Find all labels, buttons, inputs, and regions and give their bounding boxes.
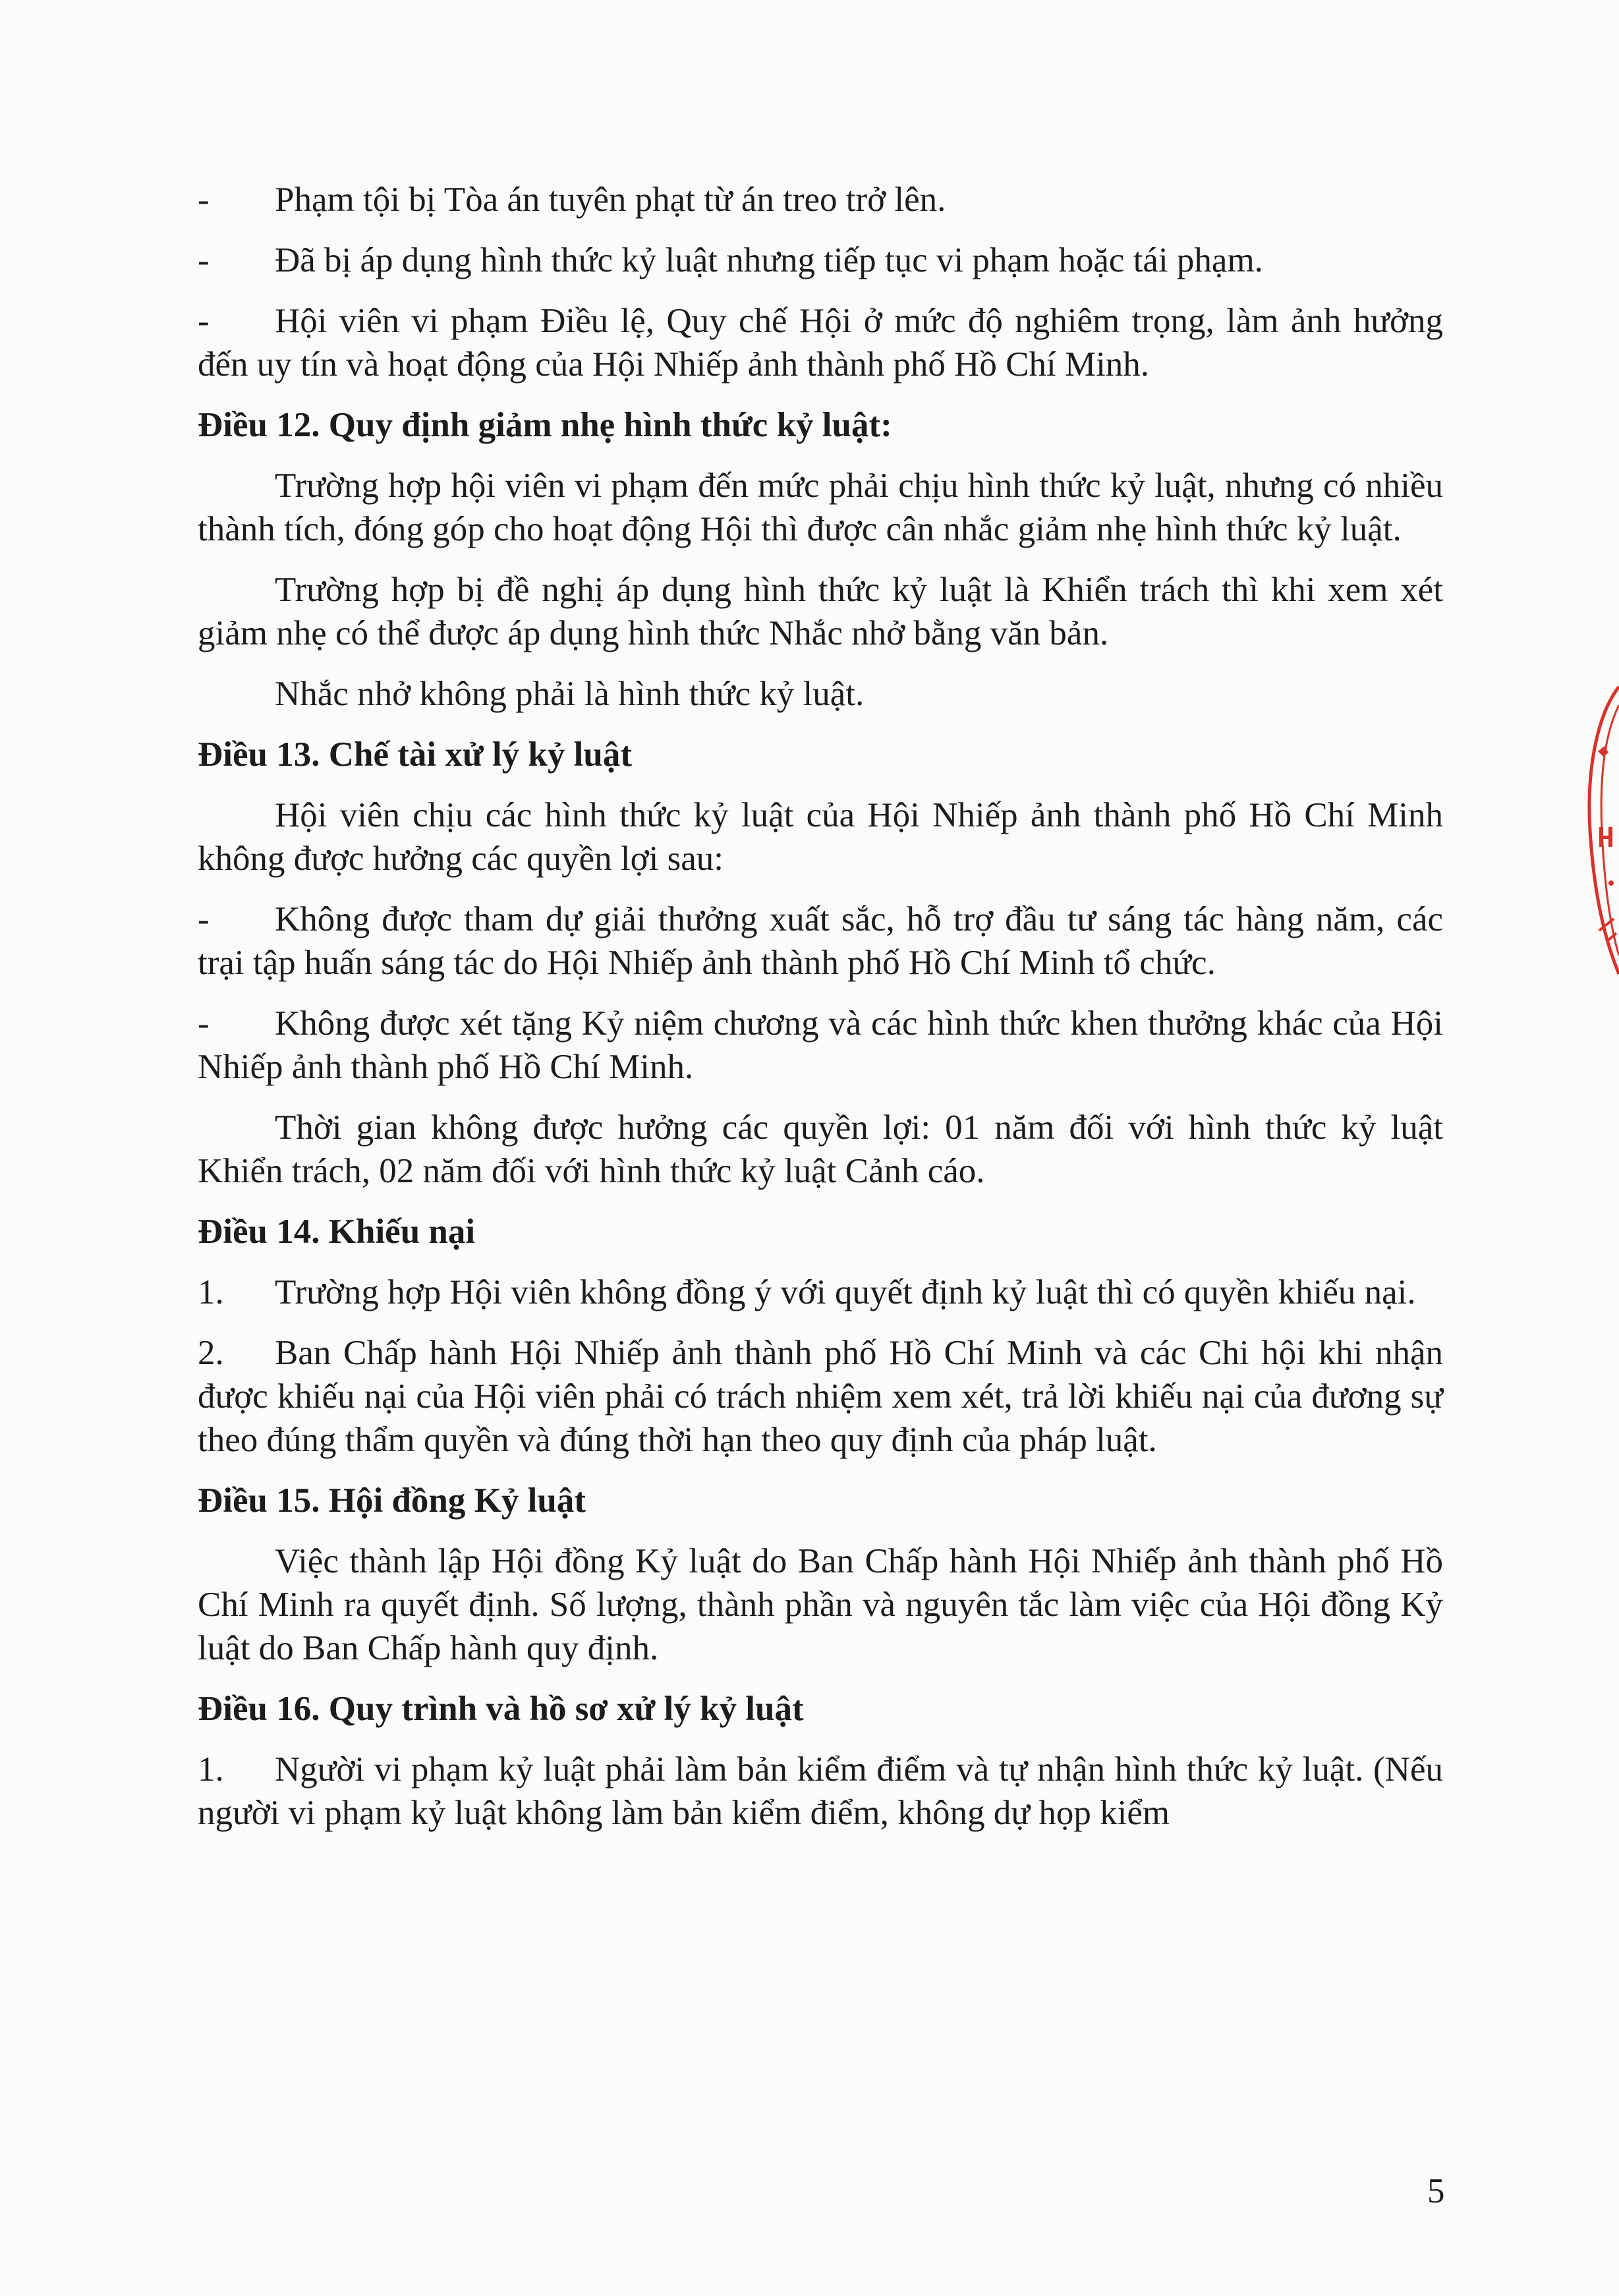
list-item-text: Trường hợp Hội viên không đồng ý với quyết định kỷ luật thì có quyền khiếu nại. xyxy=(275,1273,1416,1311)
article-12-heading: Điều 12. Quy định giảm nhẹ hình thức kỷ luật: xyxy=(198,406,892,444)
item-number: 1. xyxy=(198,1273,224,1311)
page-number: 5 xyxy=(1427,2172,1445,2210)
article-15-heading: Điều 15. Hội đồng Kỷ luật xyxy=(198,1481,586,1520)
dash-marker: - xyxy=(198,900,210,938)
dash-marker: - xyxy=(198,1004,210,1043)
article-14-item-2 xyxy=(198,1331,1443,1462)
list-item-text: Hội viên vi phạm Điều lệ, Quy chế Hội ở mức độ nghiêm trọng, làm ảnh hưởng đến uy tín và hoạt động của Hội Nhiếp ảnh thành phố Hồ Chí Minh. xyxy=(198,302,1443,384)
dash-marker: - xyxy=(198,302,210,340)
article-14-item-1 xyxy=(198,1271,1443,1314)
document-page xyxy=(198,178,1443,1852)
item-number: 2. xyxy=(198,1334,224,1372)
list-item-text: Không được tham dự giải thưởng xuất sắc, hỗ trợ đầu tư sáng tác hàng năm, các trại tập huấn sáng tác do Hội Nhiếp ảnh thành phố Hồ Chí Minh tổ chức. xyxy=(198,900,1443,982)
article-12-paragraph-2: Trường hợp bị đề nghị áp dụng hình thức kỷ luật là Khiển trách thì khi xem xét giảm nhẹ có thể được áp dụng hình thức Nhắc nhở bằng văn bản. xyxy=(198,571,1443,652)
list-item xyxy=(198,178,1443,221)
article-13-paragraph-1: Hội viên chịu các hình thức kỷ luật của Hội Nhiếp ảnh thành phố Hồ Chí Minh không được hưởng các quyền lợi sau: xyxy=(198,796,1443,878)
dash-marker: - xyxy=(198,181,210,219)
article-12-paragraph-1: Trường hợp hội viên vi phạm đến mức phải chịu hình thức kỷ luật, nhưng có nhiều thành tích, đóng góp cho hoạt động Hội thì được cân nhắc giảm nhẹ hình thức kỷ luật. xyxy=(198,467,1443,548)
item-number: 1. xyxy=(198,1750,224,1789)
article-13-paragraph-2: Thời gian không được hưởng các quyền lợi: 01 năm đối với hình thức kỷ luật Khiển trách, 02 năm đối với hình thức kỷ luật Cảnh cáo. xyxy=(198,1108,1443,1190)
article-13-heading: Điều 13. Chế tài xử lý kỷ luật xyxy=(198,735,633,774)
list-item-text: Phạm tội bị Tòa án tuyên phạt từ án treo trở lên. xyxy=(275,181,946,219)
list-item-text: Đã bị áp dụng hình thức kỷ luật nhưng tiếp tục vi phạm hoặc tái phạm. xyxy=(275,241,1263,279)
list-item-text: Ban Chấp hành Hội Nhiếp ảnh thành phố Hồ Chí Minh và các Chi hội khi nhận được khiếu nại của Hội viên phải có trách nhiệm xem xét, trả lời khiếu nại của đương sự theo đúng thẩm quyền và đúng thời hạn theo quy định của pháp luật. xyxy=(198,1334,1443,1459)
article-13-item-1 xyxy=(198,898,1443,985)
list-item-text: Người vi phạm kỷ luật phải làm bản kiểm điểm và tự nhận hình thức kỷ luật. (Nếu người vi phạm kỷ luật không làm bản kiểm điểm, không dự họp kiểm xyxy=(198,1750,1443,1832)
list-item xyxy=(198,239,1443,282)
list-item xyxy=(198,299,1443,386)
article-13-item-2 xyxy=(198,1002,1443,1089)
article-15-paragraph-1: Việc thành lập Hội đồng Kỷ luật do Ban Chấp hành Hội Nhiếp ảnh thành phố Hồ Chí Minh ra quyết định. Số lượng, thành phần và nguyên tắc làm việc của Hội đồng Kỷ luật do Ban Chấp hành quy định. xyxy=(198,1542,1443,1667)
article-14-heading: Điều 14. Khiếu nại xyxy=(198,1213,476,1251)
article-16-heading: Điều 16. Quy trình và hồ sơ xử lý kỷ luật xyxy=(198,1690,804,1728)
red-seal-stamp-edge xyxy=(1573,685,1619,975)
dash-marker: - xyxy=(198,241,210,279)
article-16-item-1 xyxy=(198,1748,1443,1835)
list-item-text: Không được xét tặng Kỷ niệm chương và các hình thức khen thưởng khác của Hội Nhiếp ảnh thành phố Hồ Chí Minh. xyxy=(198,1004,1443,1086)
article-12-paragraph-3: Nhắc nhở không phải là hình thức kỷ luật. xyxy=(275,675,865,713)
